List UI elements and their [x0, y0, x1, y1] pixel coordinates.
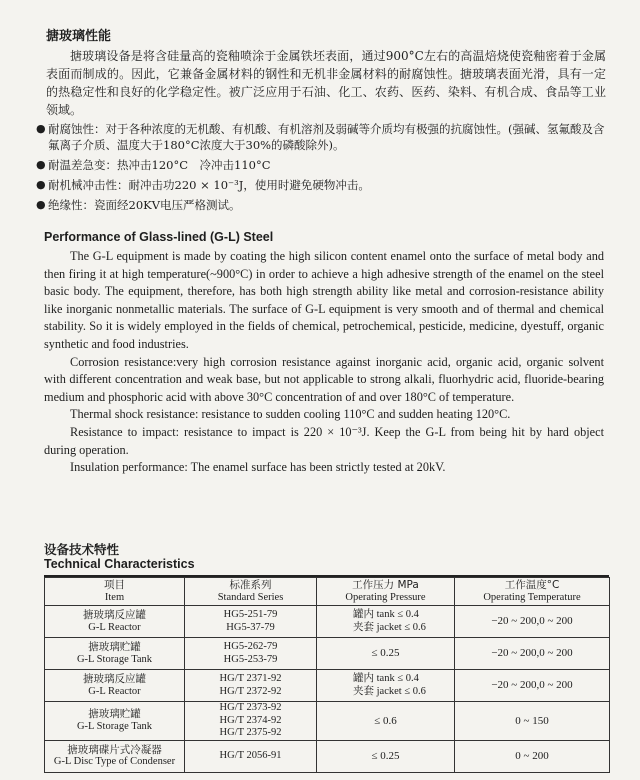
- cell-item: 搪玻璃碟片式冷凝器 G-L Disc Type of Condenser: [45, 740, 185, 772]
- cell-temperature: −20 ~ 200,0 ~ 200: [455, 638, 610, 670]
- cell-standard: HG/T 2373-92 HG/T 2374-92 HG/T 2375-92: [185, 702, 317, 741]
- cell-temperature: 0 ~ 150: [455, 702, 610, 741]
- header-pressure: 工作压力 MPa Operating Pressure: [317, 578, 455, 606]
- tech-title-cn: 设备技术特性: [44, 542, 120, 557]
- cell-temperature: −20 ~ 200,0 ~ 200: [455, 670, 610, 702]
- en-paragraph: The G-L equipment is made by coating the high silicon content enamel onto the surface of metal body and then firing it at high temperature(~900°C) in order to achieve a high adhesive strength of the enamel on the steel basic body. The equipment, therefore, has both high strength ability like metal and corrosion-resistance ability like inorganic nonmetallic materials. The surface of G-L equipment is very smooth and of thermal and chemical stability. So it is widely employed in the fields of chemical, petrochemical, pesticide, medicine, dyestuff, organic synthetic and food industries.: [44, 249, 604, 351]
- cn-property-list: [36, 121, 611, 217]
- cn-section-title: 搪玻璃性能: [46, 29, 112, 44]
- header-item: 项目 Item: [45, 578, 185, 606]
- en-section-title: Performance of Glass-lined (G-L) Steel: [44, 230, 274, 244]
- table-row: [45, 740, 610, 772]
- table-header-row: [45, 578, 610, 606]
- cell-item: 搪玻璃反应罐 G-L Reactor: [45, 606, 185, 638]
- en-paragraph: Thermal shock resistance: resistance to sudden cooling 110°C and sudden heating 120°C.: [70, 407, 511, 422]
- cell-standard: HG/T 2371-92 HG/T 2372-92: [185, 670, 317, 702]
- en-paragraphs: [44, 248, 604, 477]
- cell-item: 搪玻璃反应罐 G-L Reactor: [45, 670, 185, 702]
- cell-pressure: 罐内 tank ≤ 0.4 夹套 jacket ≤ 0.6: [317, 670, 455, 702]
- cell-temperature: 0 ~ 200: [455, 740, 610, 772]
- cell-pressure: ≤ 0.25: [317, 638, 455, 670]
- cell-standard: HG5-262-79 HG5-253-79: [185, 638, 317, 670]
- table-row: [45, 702, 610, 741]
- cn-property-item: ● 耐温差急变：热冲击120°C 冷冲击110°C: [36, 158, 271, 172]
- cn-property-item: ● 绝缘性：瓷面经20KV电压严格测试。: [36, 198, 241, 212]
- en-paragraph: Insulation performance: The enamel surface has been strictly tested at 20kV.: [70, 460, 446, 475]
- cn-intro-paragraph: 搪玻璃设备是将含硅量高的瓷釉喷涂于金属铁坯表面，通过900°C左右的高温焙烧使瓷釉密着于金属表面而制成的。因此，它兼备金属材料的钢性和无机非金属材料的耐腐蚀性。搪玻璃表面光滑，具有一定的热稳定性和良好的化学稳定性。被广泛应用于石油、化工、农药、医药、染料、有机合成、食品等工业领域。: [46, 49, 606, 117]
- header-standard: 标准系列 Standard Series: [185, 578, 317, 606]
- header-temperature: 工作温度°C Operating Temperature: [455, 578, 610, 606]
- table-row: [45, 670, 610, 702]
- tech-title-en: Technical Characteristics: [44, 557, 195, 571]
- bullet-icon: ●: [36, 158, 46, 171]
- bullet-icon: ●: [36, 198, 46, 211]
- cell-standard: HG5-251-79 HG5-37-79: [185, 606, 317, 638]
- cell-standard: HG/T 2056-91: [185, 740, 317, 772]
- en-paragraph: Corrosion resistance:very high corrosion resistance against inorganic acid, organic acid, organic solvent with different concentration and weak base, but not applicable to strong alkali, fluorhydric acid, fluoride-bearing medium and phosphoric acid with above 30°C concentration of and over 180°C of temperature.: [44, 354, 604, 404]
- cell-item: 搪玻璃贮罐 G-L Storage Tank: [45, 702, 185, 741]
- table-row: [45, 638, 610, 670]
- en-paragraph: Resistance to impact: resistance to impact is 220 × 10⁻³J. Keep the G-L from being hit by hard object during operation.: [44, 424, 604, 457]
- bullet-icon: ●: [36, 178, 46, 191]
- cell-temperature: −20 ~ 200,0 ~ 200: [455, 606, 610, 638]
- tech-table: [44, 577, 610, 773]
- bullet-icon: ●: [36, 122, 46, 135]
- cell-pressure: ≤ 0.25: [317, 740, 455, 772]
- table-row: [45, 606, 610, 638]
- cn-property-item: ● 耐机械冲击性：耐冲击功220 × 10⁻³J，使用时避免硬物冲击。: [36, 178, 370, 192]
- cell-pressure: ≤ 0.6: [317, 702, 455, 741]
- cn-property-item: ● 耐腐蚀性：对于各种浓度的无机酸、有机酸、有机溶剂及弱碱等介质均有极强的抗腐蚀性。(强碱、氢氟酸及含氟离子介质、温度大于180°C浓度大于30%的磷酸除外)。: [36, 122, 605, 152]
- cell-item: 搪玻璃贮罐 G-L Storage Tank: [45, 638, 185, 670]
- cell-pressure: 罐内 tank ≤ 0.4 夹套 jacket ≤ 0.6: [317, 606, 455, 638]
